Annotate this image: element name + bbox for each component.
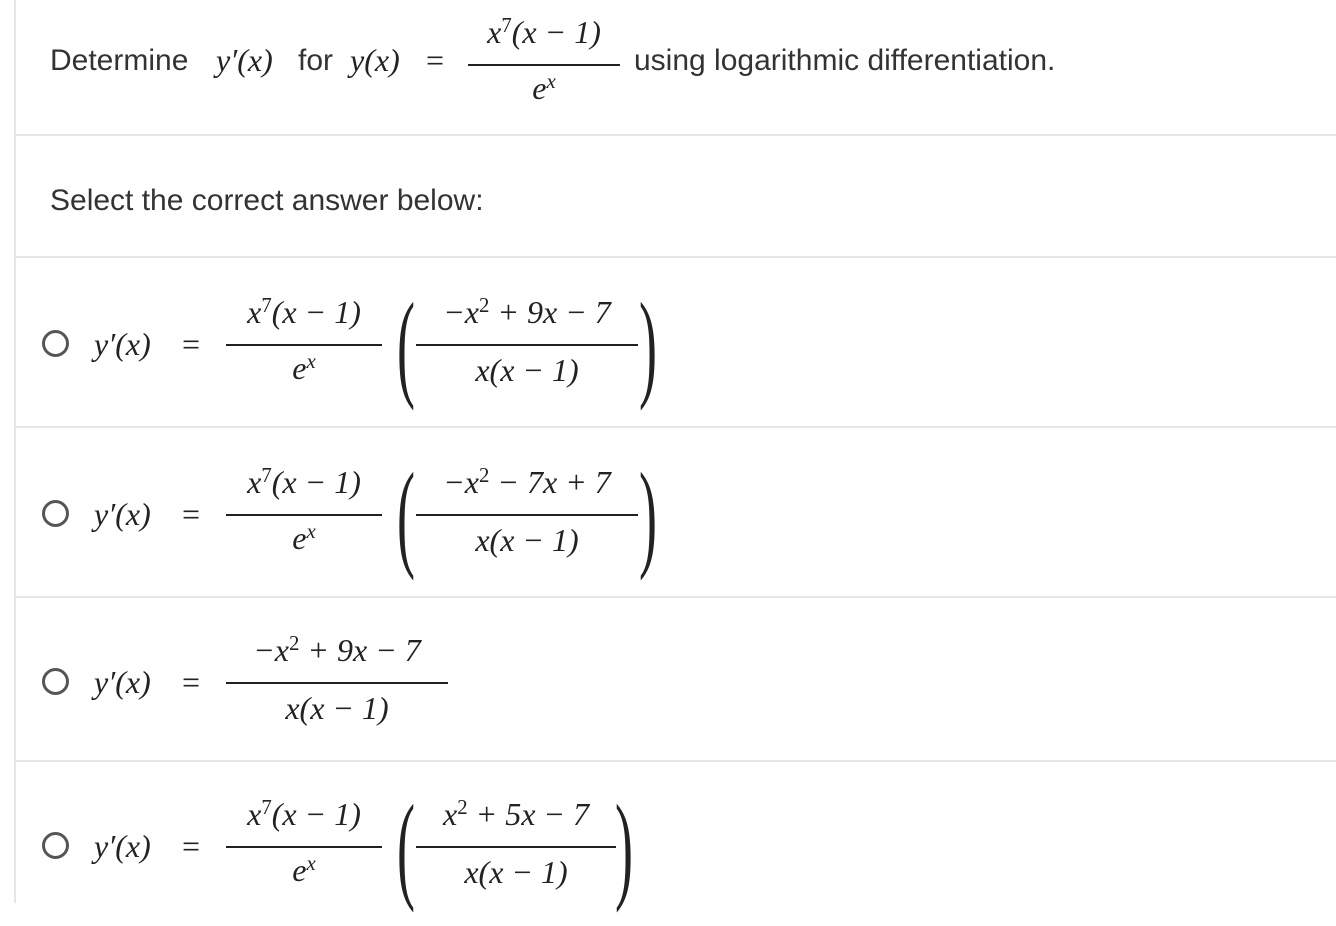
option-c-equals: = (182, 664, 201, 700)
option-b-left-paren: ( (396, 448, 415, 581)
option-b-lhs: y′(x) (94, 496, 151, 532)
option-a-fraction-bar (416, 344, 638, 346)
question-prefix: Determine (50, 44, 189, 77)
question-stem (16, 0, 1336, 136)
option-d-left-paren: ( (396, 780, 415, 913)
option-b-denominator: x(x − 1) (475, 522, 579, 558)
option-a-pre-denominator: $e^x$ (292, 349, 316, 386)
radio-option-a[interactable] (42, 330, 69, 357)
option-a-pre-numerator: $x^7(x - 1)$ (247, 293, 361, 330)
option-c-denominator: x(x − 1) (285, 690, 389, 726)
radio-option-c[interactable] (42, 668, 69, 695)
answer-option-a[interactable] (16, 256, 1336, 428)
answer-option-d[interactable] (16, 760, 1336, 913)
answer-option-c[interactable] (16, 596, 1336, 762)
instruction-row (16, 134, 1336, 258)
option-a-pre-fraction-bar (226, 344, 382, 346)
instruction-text: Select the correct answer below: (50, 184, 484, 217)
option-c-lhs: y′(x) (94, 664, 151, 700)
radio-option-b[interactable] (42, 500, 69, 527)
radio-option-d[interactable] (42, 832, 69, 859)
option-c-numerator: $-x^2 + 9x - 7$ (253, 631, 421, 668)
question-panel (14, 0, 1336, 913)
option-d-fraction-bar (416, 846, 616, 848)
option-a-denominator: x(x − 1) (475, 352, 579, 388)
option-b-pre-fraction-bar (226, 514, 382, 516)
question-y: y(x) (350, 42, 400, 78)
option-b-equals: = (182, 496, 201, 532)
question-equals: = (426, 42, 445, 78)
question-numerator: $x^7(x - 1)$ (487, 13, 601, 50)
option-d-equals: = (182, 828, 201, 864)
option-b-pre-numerator: $x^7(x - 1)$ (247, 463, 361, 500)
option-d-pre-numerator: $x^7(x - 1)$ (247, 795, 361, 832)
option-a-right-paren: ) (638, 278, 657, 411)
option-a-numerator: $-x^2 + 9x - 7$ (443, 293, 611, 330)
answer-option-b[interactable] (16, 426, 1336, 598)
option-a-left-paren: ( (396, 278, 415, 411)
option-d-pre-denominator: $e^x$ (292, 851, 316, 888)
option-b-right-paren: ) (638, 448, 657, 581)
option-d-lhs: y′(x) (94, 828, 151, 864)
option-d-numerator: $x^2 + 5x - 7$ (443, 795, 589, 832)
question-yprime: y′(x) (216, 42, 273, 78)
option-b-pre-denominator: $e^x$ (292, 519, 316, 556)
option-a-lhs: y′(x) (94, 326, 151, 362)
option-d-right-paren: ) (614, 780, 633, 913)
question-fraction-bar (468, 64, 620, 66)
question-denominator: $e^x$ (532, 69, 556, 106)
option-d-denominator: x(x − 1) (464, 854, 568, 890)
question-for: for (298, 44, 334, 77)
option-c-fraction-bar (226, 682, 448, 684)
option-d-pre-fraction-bar (226, 846, 382, 848)
option-b-fraction-bar (416, 514, 638, 516)
question-suffix: using logarithmic differentiation. (634, 44, 1056, 77)
option-b-numerator: $-x^2 - 7x + 7$ (443, 463, 611, 500)
option-a-equals: = (182, 326, 201, 362)
